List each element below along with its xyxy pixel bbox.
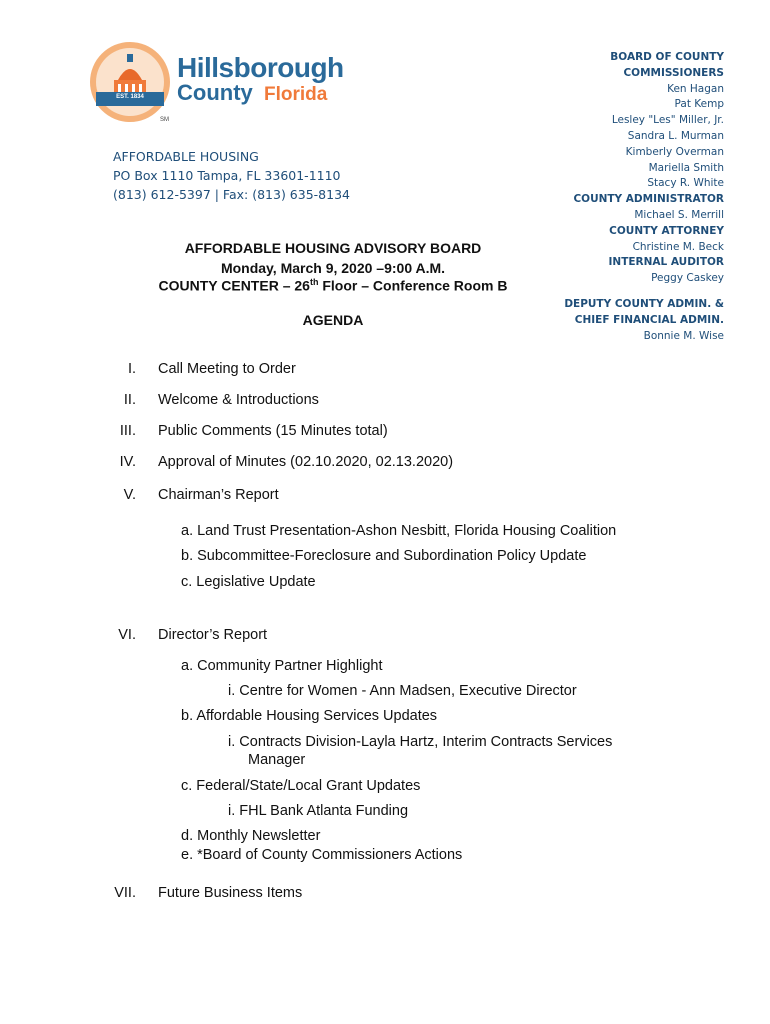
agenda-item: Future Business Items [158, 885, 303, 901]
commissioner: Mariella Smith [648, 161, 724, 174]
agenda-num: VII. [114, 885, 136, 901]
agenda-num: II. [123, 392, 136, 408]
agenda-subsubitem: i. Centre for Women - Ann Madsen, Executive Director [228, 683, 577, 699]
auditor-name: Peggy Caskey [651, 272, 724, 285]
agenda-num: III. [119, 423, 136, 439]
agenda-subitem: a. Land Trust Presentation-Ashon Nesbitt, Florida Housing Coalition [181, 523, 617, 539]
commissioner: Stacy R. White [647, 177, 724, 190]
attorney-name: Christine M. Beck [632, 240, 724, 253]
agenda-item: Chairman’s Report [158, 487, 279, 503]
logo-servicemark: SM [160, 117, 169, 123]
administrator-name: Michael S. Merrill [634, 208, 724, 221]
agenda-item: Public Comments (15 Minutes total) [158, 423, 388, 439]
meeting-title: AFFORDABLE HOUSING ADVISORY BOARD [184, 240, 482, 256]
administrator-header: COUNTY ADMINISTRATOR [573, 193, 724, 206]
deputy-header-2: CHIEF FINANCIAL ADMIN. [574, 313, 724, 326]
agenda-subitem: b. Subcommittee-Foreclosure and Subordination Policy Update [181, 548, 587, 564]
logo-county: County [177, 80, 253, 105]
agenda-num: VI. [118, 627, 136, 643]
department-title: AFFORDABLE HOUSING [113, 149, 259, 164]
deputy-header: DEPUTY COUNTY ADMIN. & [564, 297, 724, 310]
meeting-location [0, 277, 666, 294]
agenda-subitem: c. Federal/State/Local Grant Updates [181, 778, 421, 794]
logo-florida: Florida [264, 84, 328, 105]
agenda-subsubitem-cont: Manager [248, 752, 306, 768]
agenda-item: Director’s Report [158, 627, 268, 643]
agenda-num: I. [127, 361, 136, 377]
bocc-header: BOARD OF COUNTY [610, 51, 724, 63]
agenda-subitem: c. Legislative Update [181, 574, 316, 590]
logo-est: EST. 1834 [116, 94, 144, 100]
department-address: PO Box 1110 Tampa, FL 33601-1110 [113, 168, 341, 183]
agenda-subitem: a. Community Partner Highlight [181, 658, 383, 674]
location-pre: COUNTY CENTER – 26 [158, 277, 310, 294]
meeting-datetime: Monday, March 9, 2020 –9:00 A.M. [220, 260, 446, 276]
agenda-num: IV. [119, 454, 136, 470]
deputy-name: Bonnie M. Wise [643, 329, 724, 342]
commissioner: Kimberly Overman [625, 145, 724, 158]
agenda-subitem: b. Affordable Housing Services Updates [181, 708, 438, 724]
agenda-item: Call Meeting to Order [158, 361, 296, 377]
agenda-subitem: e. *Board of County Commissioners Actions [181, 847, 463, 863]
agenda-subitem: d. Monthly Newsletter [181, 828, 321, 844]
agenda-subsubitem: i. Contracts Division-Layla Hartz, Interim Contracts Services [228, 734, 613, 750]
agenda-subsubitem: i. FHL Bank Atlanta Funding [228, 803, 409, 819]
commissioner: Sandra L. Murman [627, 129, 724, 142]
department-phone: (813) 612-5397 | Fax: (813) 635-8134 [113, 187, 350, 202]
commissioner: Lesley "Les" Miller, Jr. [611, 114, 724, 127]
location-sup: th [309, 277, 319, 287]
commissioner: Pat Kemp [674, 98, 724, 111]
auditor-header: INTERNAL AUDITOR [608, 256, 724, 269]
officials-list [564, 50, 724, 344]
logo-hillsborough: Hillsborough [177, 52, 344, 83]
agenda-item: Welcome & Introductions [158, 392, 319, 408]
commissioner: Ken Hagan [667, 82, 724, 95]
attorney-header: COUNTY ATTORNEY [609, 224, 724, 237]
agenda-heading: AGENDA [302, 312, 364, 328]
bocc-header-2: COMMISSIONERS [623, 66, 724, 79]
county-seal-logo [88, 40, 172, 124]
agenda-num: V. [123, 487, 136, 503]
location-post: Floor – Conference Room B [318, 277, 508, 294]
agenda-item: Approval of Minutes (02.10.2020, 02.13.2020) [158, 454, 454, 470]
